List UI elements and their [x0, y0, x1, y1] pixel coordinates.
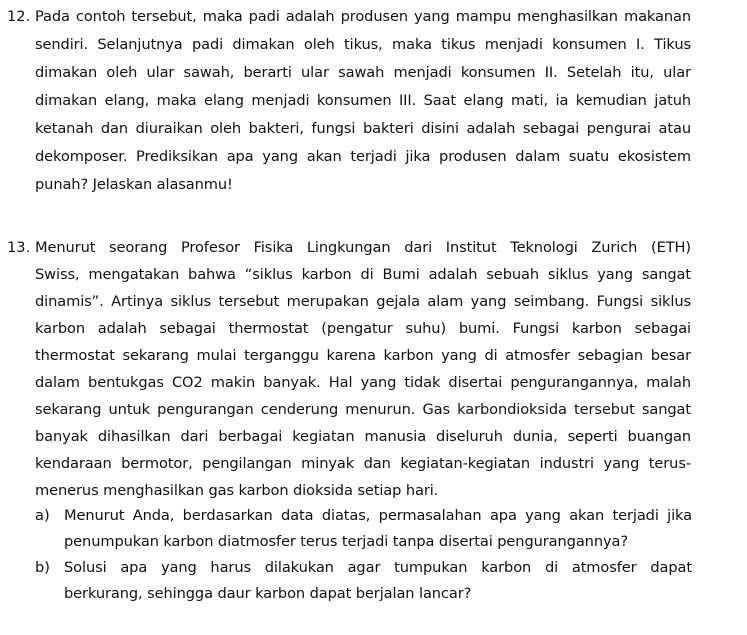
sub-question-line: berkurang, sehingga daur karbon dapat berjalan lancar?: [64, 585, 472, 602]
question-number: 12.: [7, 8, 31, 25]
paragraph-line: menerus menghasilkan gas karbon dioksida setiap hari.: [35, 482, 439, 499]
paragraph-line: dalam bentukgas CO2 makin banyak. Hal yang tidak disertai pengurangannya, malah: [35, 374, 691, 391]
paragraph-line: ketanah dan diuraikan oleh bakteri, fungsi bakteri disini adalah sebagai pengurai atau: [35, 120, 691, 137]
paragraph-line: sekarang untuk pengurangan cenderung menurun. Gas karbondioksida tersebut sangat: [35, 401, 691, 418]
sub-question-label: b): [35, 559, 50, 576]
paragraph-line: punah? Jelaskan alasanmu!: [35, 176, 233, 193]
paragraph-line: karbon adalah sebagai thermostat (pengatur suhu) bumi. Fungsi karbon sebagai: [35, 320, 691, 337]
paragraph-line: thermostat sekarang mulai terganggu karena karbon yang di atmosfer sebagian besar: [35, 347, 691, 364]
paragraph-line: Menurut seorang Profesor Fisika Lingkungan dari Institut Teknologi Zurich (ETH): [35, 239, 691, 256]
paragraph-line: Swiss, mengatakan bahwa “siklus karbon di Bumi adalah sebuah siklus yang sangat: [35, 266, 691, 283]
paragraph-line: dimakan elang, maka elang menjadi konsumen III. Saat elang mati, ia kemudian jatuh: [35, 92, 691, 109]
sub-question-label: a): [35, 507, 50, 524]
question-number: 13.: [7, 239, 31, 256]
sub-question-line: penumpukan karbon diatmosfer terus terjadi tanpa disertai pengurangannya?: [64, 533, 628, 550]
paragraph-line: dekomposer. Prediksikan apa yang akan terjadi jika produsen dalam suatu ekosistem: [35, 148, 691, 165]
paragraph-line: Pada contoh tersebut, maka padi adalah produsen yang mampu menghasilkan makanan: [35, 8, 691, 25]
paragraph-line: banyak dihasilkan dari berbagai kegiatan manusia diseluruh dunia, seperti buangan: [35, 428, 691, 445]
paragraph-line: sendiri. Selanjutnya padi dimakan oleh tikus, maka tikus menjadi konsumen I. Tikus: [35, 36, 691, 53]
paragraph-line: kendaraan bermotor, pengilangan minyak dan kegiatan-kegiatan industri yang terus-: [35, 455, 691, 472]
sub-question-line: Menurut Anda, berdasarkan data diatas, permasalahan apa yang akan terjadi jika: [64, 507, 692, 524]
paragraph-line: dimakan oleh ular sawah, berarti ular sawah menjadi konsumen II. Setelah itu, ular: [35, 64, 691, 81]
sub-question-line: Solusi apa yang harus dilakukan agar tumpukan karbon di atmosfer dapat: [64, 559, 692, 576]
paragraph-line: dinamis”. Artinya siklus tersebut merupakan gejala alam yang seimbang. Fungsi siklus: [35, 293, 691, 310]
